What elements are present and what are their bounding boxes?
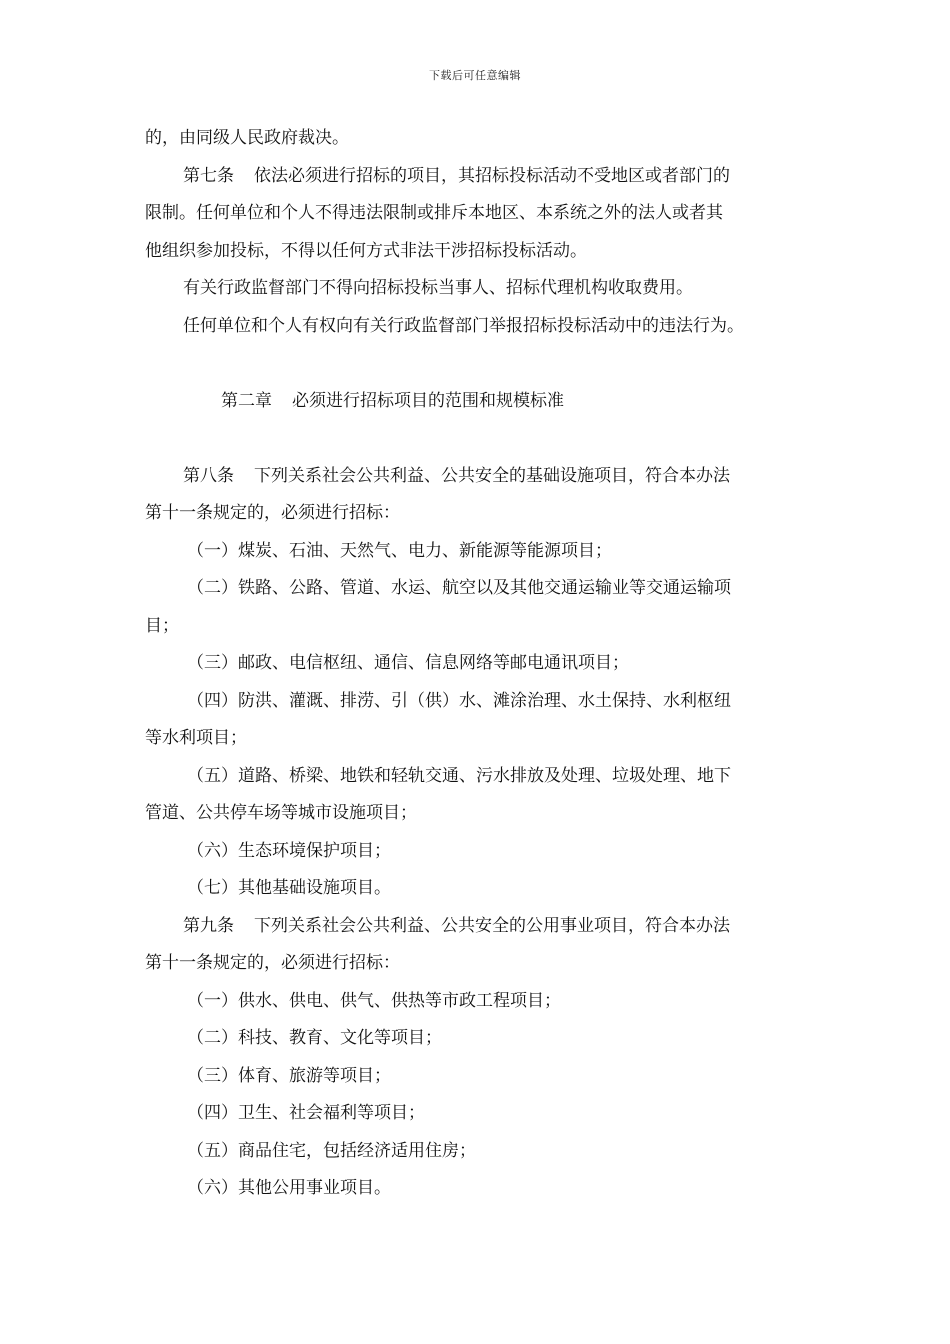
article-8 [145, 458, 805, 533]
article-8-label: 第八条 [183, 465, 234, 486]
article-9-item-6: （六）其他公用事业项目。 [187, 1178, 391, 1198]
article-8-item-5: （五）道路、桥梁、地铁和轻轨交通、污水排放及处理、垃圾处理、地下 管道、公共停车场等城市设施项目； [145, 765, 731, 823]
article-9-item-3: （三）体育、旅游等项目； [187, 1065, 391, 1086]
paragraph-continuation: 的，由同级人民政府裁决。 [145, 128, 349, 148]
chapter-2-label: 第二章 [221, 390, 272, 411]
article-7-line2: 限制。任何单位和个人不得违法限制或排斥本地区、本系统之外的法人或者其 [145, 203, 723, 223]
article-7-paragraph-2: 有关行政监督部门不得向招标投标当事人、招标代理机构收取费用。 [183, 278, 693, 298]
article-7-paragraph-3: 任何单位和个人有权向有关行政监督部门举报招标投标活动中的违法行为。 [183, 315, 744, 336]
article-9-line1: 下列关系社会公共利益、公共安全的公用事业项目，符合本办法 [254, 915, 730, 936]
article-7 [145, 158, 805, 271]
article-8-item-4: （四）防洪、灌溉、排涝、引（供）水、滩涂治理、水土保持、水利枢纽 等水利项目； [145, 690, 731, 748]
article-9-item-4: （四）卫生、社会福利等项目； [187, 1103, 425, 1123]
article-8-line2: 第十一条规定的，必须进行招标： [145, 503, 400, 523]
article-7-line1: 依法必须进行招标的项目，其招标投标活动不受地区或者部门的 [254, 165, 730, 186]
article-9-item-1: （一）供水、供电、供气、供热等市政工程项目； [187, 990, 561, 1011]
article-7-label: 第七条 [183, 165, 234, 186]
article-8-item-7: （七）其他基础设施项目。 [187, 878, 391, 898]
article-9-item-5: （五）商品住宅，包括经济适用住房； [187, 1140, 476, 1161]
article-8-item-3: （三）邮政、电信枢纽、通信、信息网络等邮电通讯项目； [187, 653, 629, 673]
article-8-item-1: （一）煤炭、石油、天然气、电力、新能源等能源项目； [187, 540, 612, 561]
article-8-item-6: （六）生态环境保护项目； [187, 840, 391, 861]
article-9-label: 第九条 [183, 915, 234, 936]
page-header-note: 下载后可任意编辑 [429, 69, 521, 82]
article-8-item-2: （二）铁路、公路、管道、水运、航空以及其他交通运输业等交通运输项 目； [145, 578, 731, 636]
chapter-2-title: 必须进行招标项目的范围和规模标准 [292, 390, 564, 411]
article-8-line1: 下列关系社会公共利益、公共安全的基础设施项目，符合本办法 [254, 465, 730, 486]
article-7-line3: 他组织参加投标，不得以任何方式非法干涉招标投标活动。 [145, 240, 587, 261]
blank-line [145, 420, 805, 458]
article-9-line2: 第十一条规定的，必须进行招标： [145, 953, 400, 973]
blank-line [145, 345, 805, 383]
article-9 [145, 908, 805, 983]
chapter-2-heading [145, 383, 805, 421]
document-body [145, 120, 805, 1208]
article-9-item-2: （二）科技、教育、文化等项目； [187, 1028, 442, 1048]
